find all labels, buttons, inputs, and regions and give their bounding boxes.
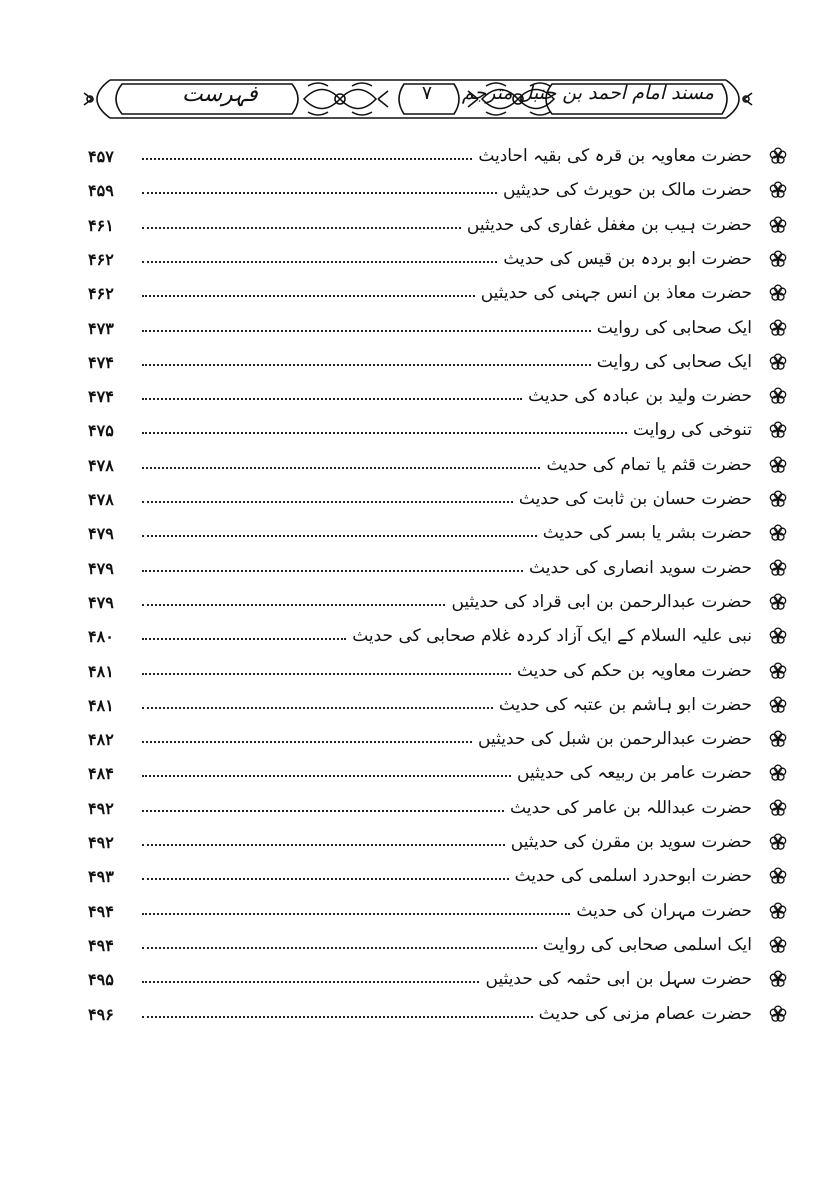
page-header [82, 74, 754, 124]
toc-entry-page: ۴۸۱ [88, 695, 114, 715]
toc-entry-title: حضرت معاویہ بن قرہ کی بقیہ احادیث [478, 146, 752, 166]
flower-bullet-icon [768, 420, 788, 440]
toc-entry-title: حضرت قثم یا تمام کی حدیث [546, 454, 752, 475]
leader-dots [142, 810, 504, 812]
toc-entry [88, 316, 788, 342]
leader-dots [142, 158, 472, 160]
toc-entry-page: ۴۵۹ [88, 181, 114, 201]
toc-entry-title: تنوخی کی روایت [633, 420, 752, 441]
toc-entry-page: ۴۹۴ [88, 901, 114, 921]
toc-entry-page: ۴۷۴ [88, 352, 114, 372]
toc-entry-page: ۴۷۵ [88, 421, 114, 441]
leader-dots [142, 467, 540, 469]
toc-entry [88, 281, 788, 307]
toc-entry-page: ۴۹۶ [88, 1004, 114, 1024]
toc-entry-page: ۴۷۸ [88, 490, 114, 509]
leader-dots [142, 501, 513, 503]
toc-entry-title: حضرت مالک بن حویرث کی حدیثیں [502, 180, 752, 201]
toc-entry [88, 693, 788, 719]
leader-dots [142, 981, 479, 983]
toc-entry-title: حضرت عبدالرحمن بن شبل کی حدیثیں [478, 729, 752, 750]
toc-entry-title: حضرت معاذ بن انس جہنی کی حدیثیں [480, 283, 752, 304]
toc-entry [88, 453, 788, 479]
leader-dots [142, 844, 505, 846]
toc-entry [88, 418, 788, 444]
toc-entry-title: حضرت معاویہ بن حکم کی حدیث [516, 660, 752, 681]
flower-bullet-icon [768, 180, 788, 200]
flower-bullet-icon [768, 523, 788, 543]
flower-bullet-icon [768, 146, 788, 166]
toc-entry-page: ۴۹۴ [88, 935, 114, 955]
toc-entry [88, 761, 788, 787]
page-number: ۷ [421, 82, 433, 104]
toc-entry [88, 178, 788, 204]
flower-bullet-icon [768, 866, 788, 886]
leader-dots [142, 570, 523, 572]
leader-dots [142, 227, 461, 229]
toc-entry [88, 213, 788, 239]
flower-bullet-icon [768, 763, 788, 783]
toc-entry-page: ۴۸۱ [88, 661, 114, 681]
leader-dots [142, 638, 346, 640]
leader-dots [142, 261, 497, 263]
flower-bullet-icon [768, 249, 788, 269]
toc-entry-page: ۴۷۸ [88, 455, 114, 475]
toc-entry [88, 521, 788, 547]
flower-bullet-icon [768, 352, 788, 372]
toc-entry-page: ۴۸۲ [88, 730, 114, 750]
toc-entry-title: حضرت ولید بن عبادہ کی حدیث [528, 386, 752, 407]
toc-entry [88, 899, 788, 925]
toc-entry [88, 796, 788, 822]
flower-bullet-icon [768, 661, 788, 681]
toc-entry [88, 556, 788, 582]
toc-entry-page: ۴۶۱ [88, 215, 114, 235]
toc-entry-page: ۴۷۴ [88, 387, 114, 407]
toc-entry-title: حضرت سوید بن مقرن کی حدیثیں [510, 832, 752, 852]
toc-entry [88, 933, 788, 959]
toc-entry [88, 967, 788, 993]
flower-bullet-icon [768, 386, 788, 406]
flower-bullet-icon [768, 695, 788, 715]
toc-entry [88, 384, 788, 410]
leader-dots [142, 330, 591, 332]
toc-entry-title: حضرت مہران کی حدیث [576, 900, 752, 921]
toc-entry-title: نبی علیہ السلام کے ایک آزاد کردہ غلام صحابی کی حدیث [352, 626, 752, 647]
leader-dots [142, 604, 445, 606]
toc-entry [88, 1002, 788, 1028]
toc-entry-title: ایک اسلمی صحابی کی روایت [542, 934, 752, 955]
toc-entry-title: حضرت عبداللہ بن عامر کی حدیث [510, 797, 752, 818]
leader-dots [142, 775, 511, 777]
flower-bullet-icon [768, 901, 788, 921]
toc-entry-title: ایک صحابی کی روایت [596, 351, 752, 372]
toc-entry-title: حضرت عصام مزنی کی حدیث [538, 1003, 752, 1024]
leader-dots [142, 535, 537, 537]
toc-entry-page: ۴۹۲ [88, 798, 114, 818]
flower-bullet-icon [768, 283, 788, 303]
leader-dots [142, 741, 472, 743]
flower-bullet-icon [768, 558, 788, 578]
toc-entry-page: ۴۹۳ [88, 867, 114, 887]
leader-dots [142, 1016, 533, 1018]
toc-entry-title: ایک صحابی کی روایت [596, 317, 752, 338]
flower-bullet-icon [768, 729, 788, 749]
toc-entry-page: ۴۷۹ [88, 592, 114, 612]
toc-entry [88, 247, 788, 273]
toc-entry-title: حضرت حسان بن ثابت کی حدیث [518, 489, 752, 509]
toc-entry-title: حضرت عبدالرحمن بن ابی قراد کی حدیثیں [451, 591, 752, 612]
leader-dots [142, 673, 511, 675]
flower-bullet-icon [768, 626, 788, 646]
leader-dots [142, 707, 493, 709]
flower-bullet-icon [768, 1004, 788, 1024]
toc-entry-page: ۴۹۵ [88, 970, 114, 990]
toc-entry-title: حضرت عامر بن ربیعہ کی حدیثیں [517, 763, 752, 784]
flower-bullet-icon [768, 318, 788, 338]
toc-entry-page: ۴۷۳ [88, 318, 114, 338]
toc-entry [88, 144, 788, 170]
leader-dots [142, 947, 537, 949]
toc-entry-page: ۴۸۰ [88, 627, 114, 647]
toc-entry [88, 487, 788, 513]
toc-entry [88, 624, 788, 650]
toc-entry-page: ۴۷۹ [88, 524, 114, 544]
flower-bullet-icon [768, 935, 788, 955]
toc-entry [88, 659, 788, 685]
section-title: فہرست [182, 82, 258, 107]
leader-dots [142, 432, 627, 434]
toc-entry-page: ۴۷۹ [88, 558, 114, 578]
flower-bullet-icon [768, 832, 788, 852]
toc-entry [88, 350, 788, 376]
leader-dots [142, 878, 509, 880]
toc-entry-title: حضرت ابوحدرد اسلمی کی حدیث [514, 866, 752, 887]
flower-bullet-icon [768, 489, 788, 509]
toc-entry-title: حضرت ابو ہاشم بن عتبہ کی حدیث [498, 694, 752, 715]
toc-entry-title: حضرت ہیب بن مغفل غفاری کی حدیثیں [466, 214, 752, 235]
toc-entry [88, 590, 788, 616]
leader-dots [142, 364, 591, 366]
leader-dots [142, 192, 497, 194]
toc-entry-page: ۴۸۴ [88, 764, 114, 784]
flower-bullet-icon [768, 215, 788, 235]
leader-dots [142, 295, 475, 297]
toc-entry-title: حضرت ابو بردہ بن قیس کی حدیث [503, 248, 752, 269]
toc-entry-page: ۴۵۷ [88, 147, 114, 166]
toc-entry-title: حضرت سہل بن ابی حثمہ کی حدیثیں [485, 969, 752, 990]
toc-entry-page: ۴۶۲ [88, 284, 114, 304]
flower-bullet-icon [768, 969, 788, 989]
book-title: مسند امام احمد بن حنبل مترجم [461, 82, 714, 104]
toc-entry [88, 830, 788, 856]
leader-dots [142, 398, 522, 400]
toc-entry [88, 864, 788, 890]
flower-bullet-icon [768, 798, 788, 818]
leader-dots [142, 913, 570, 915]
toc-entry-title: حضرت سوید انصاری کی حدیث [529, 557, 752, 578]
toc-entry-title: حضرت بشر یا بسر کی حدیث [542, 523, 752, 544]
flower-bullet-icon [768, 455, 788, 475]
toc-entry-page: ۴۹۲ [88, 833, 114, 852]
flower-bullet-icon [768, 592, 788, 612]
toc-entry-page: ۴۶۲ [88, 249, 114, 269]
toc-entry [88, 727, 788, 753]
